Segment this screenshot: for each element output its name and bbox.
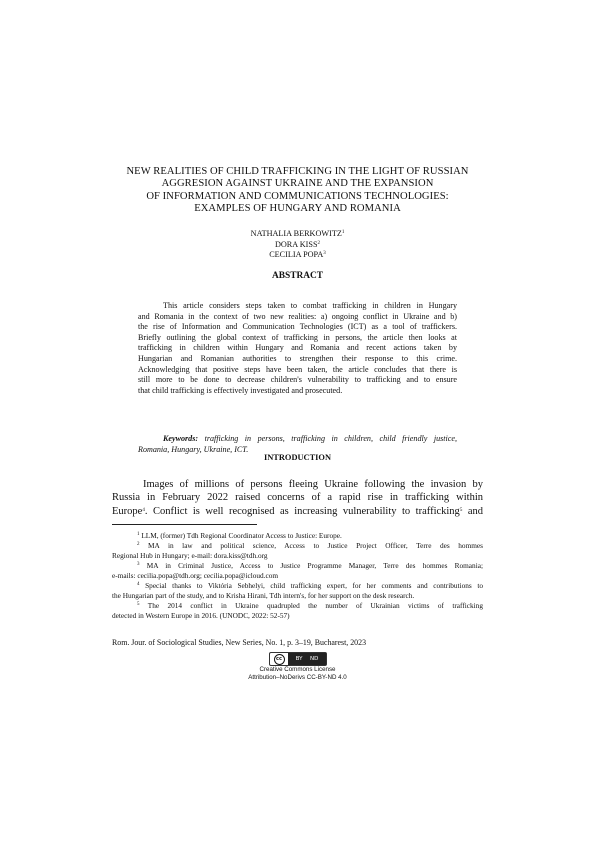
footnote-marker[interactable]: 3 — [323, 251, 326, 256]
body-line: Europe$^4$. Conflict is well recognised as increasing vulnerability to trafficking$^5$ and — [112, 505, 483, 517]
footnote: $^1$ LLM, (former) Tdh Regional Coordinator Access to Justice: Europe. — [137, 531, 342, 540]
introduction-text — [112, 478, 483, 518]
keywords-list: Romania, Hungary, Ukraine, ICT. — [138, 444, 249, 454]
footnote-continued: e-mails: cecilia.popa@tdh.org; cecilia.popa@icloud.com — [112, 571, 279, 580]
author: NATHALIA BERKOWITZ$^1$ — [250, 229, 345, 238]
by-icon: BY — [295, 656, 303, 662]
title-line: OF INFORMATION AND COMMUNICATIONS TECHNOLOGIES: — [146, 190, 449, 202]
nd-icon: ND — [310, 656, 319, 662]
footnote: $^3$ MA in Criminal Justice, Access to Justice Programme Manager, Terre des hommes Romania; — [137, 561, 483, 570]
author-list — [150, 229, 445, 261]
introduction-heading: INTRODUCTION — [263, 453, 331, 462]
footnote-continued: detected in Western Europe in 2016. (UNODC, 2022: 52-57) — [112, 611, 290, 620]
abstract-line: trafficking in children within Hungary and Romania and recent actions taken by — [138, 343, 457, 353]
abstract-line: Briefly outlining the global context of trafficking in persons, the article then looks at — [138, 332, 457, 342]
keywords-list: trafficking in persons, trafficking in children, child friendly justice, — [204, 434, 457, 443]
keywords-label: Keywords: — [163, 434, 199, 443]
license-title[interactable]: Creative Commons License — [259, 666, 336, 673]
title-line: EXAMPLES OF HUNGARY AND ROMANIA — [194, 202, 401, 214]
journal-citation: Rom. Jour. of Sociological Studies, New Series, No. 1, p. 3–19, Bucharest, 2023 — [112, 638, 367, 647]
abstract-line: Hungarian and Romanian authorities to strengthen their response to this crime. — [138, 353, 457, 363]
abstract-line: that child trafficking is effectively investigated and prosecuted. — [138, 385, 343, 395]
footnote-continued: the Hungarian part of the study, and to Krisha Hirani, Tdh intern's, for her support on the desk research. — [112, 591, 415, 600]
footnote-marker[interactable]: 5 — [459, 507, 463, 513]
footnote-marker[interactable]: 4 — [142, 507, 145, 513]
abstract-heading: ABSTRACT — [271, 271, 324, 281]
footnotes — [112, 531, 483, 621]
footnote-separator — [112, 524, 257, 525]
title-line: NEW REALITIES OF CHILD TRAFFICKING IN THE LIGHT OF RUSSIAN — [126, 166, 469, 177]
footnote: $^5$ The 2014 conflict in Ukraine quadrupled the number of Ukrainian victims of trafficking — [137, 601, 483, 610]
author: DORA KISS$^2$ — [274, 239, 321, 249]
abstract-line: This article considers steps taken to combat trafficking in children in Hungary — [163, 301, 457, 310]
abstract-line: still more to be done to decrease children's vulnerability to trafficking and to ensure — [138, 375, 457, 385]
author: CECILIA POPA$^3$ — [269, 250, 326, 259]
footnote: $^4$ Special thanks to Viktória Sebhelyi, child trafficking expert, for her comments and contributions to — [137, 581, 484, 590]
footnote: $^2$ MA in law and political science, Access to Justice Project Officer, Terre des hommes — [137, 541, 483, 550]
license-type: Attribution–NoDerivs CC-BY-ND 4.0 — [248, 674, 347, 682]
license-notice — [200, 666, 395, 682]
footnote-marker[interactable]: 2 — [317, 240, 321, 246]
abstract-line: Acknowledging that positive steps have been taken, the article concludes that there is — [138, 364, 457, 374]
body-line: Images of millions of persons fleeing Ukraine following the invasion by — [143, 479, 483, 490]
article-title — [100, 166, 495, 215]
creative-commons-badge-icon[interactable] — [269, 652, 327, 666]
abstract-text — [138, 301, 457, 396]
footnote-marker[interactable]: 1 — [341, 230, 345, 235]
abstract-line: and Romania in the context of two new realities: a) ongoing conflict in Ukraine and b) — [138, 311, 457, 321]
body-line: Russia in February 2022 raised concerns of a rapid rise in trafficking within — [112, 492, 483, 504]
cc-icon: cc — [274, 654, 285, 665]
title-line: AGGRESION AGAINST UKRAINE AND THE EXPANSION — [161, 178, 434, 190]
footnote-continued: Regional Hub in Hungary; e-mail: dora.kiss@tdh.org — [112, 551, 268, 560]
abstract-line: the rise of Information and Communication Technologies (ICT) as a tool of traffickers. — [138, 322, 457, 332]
